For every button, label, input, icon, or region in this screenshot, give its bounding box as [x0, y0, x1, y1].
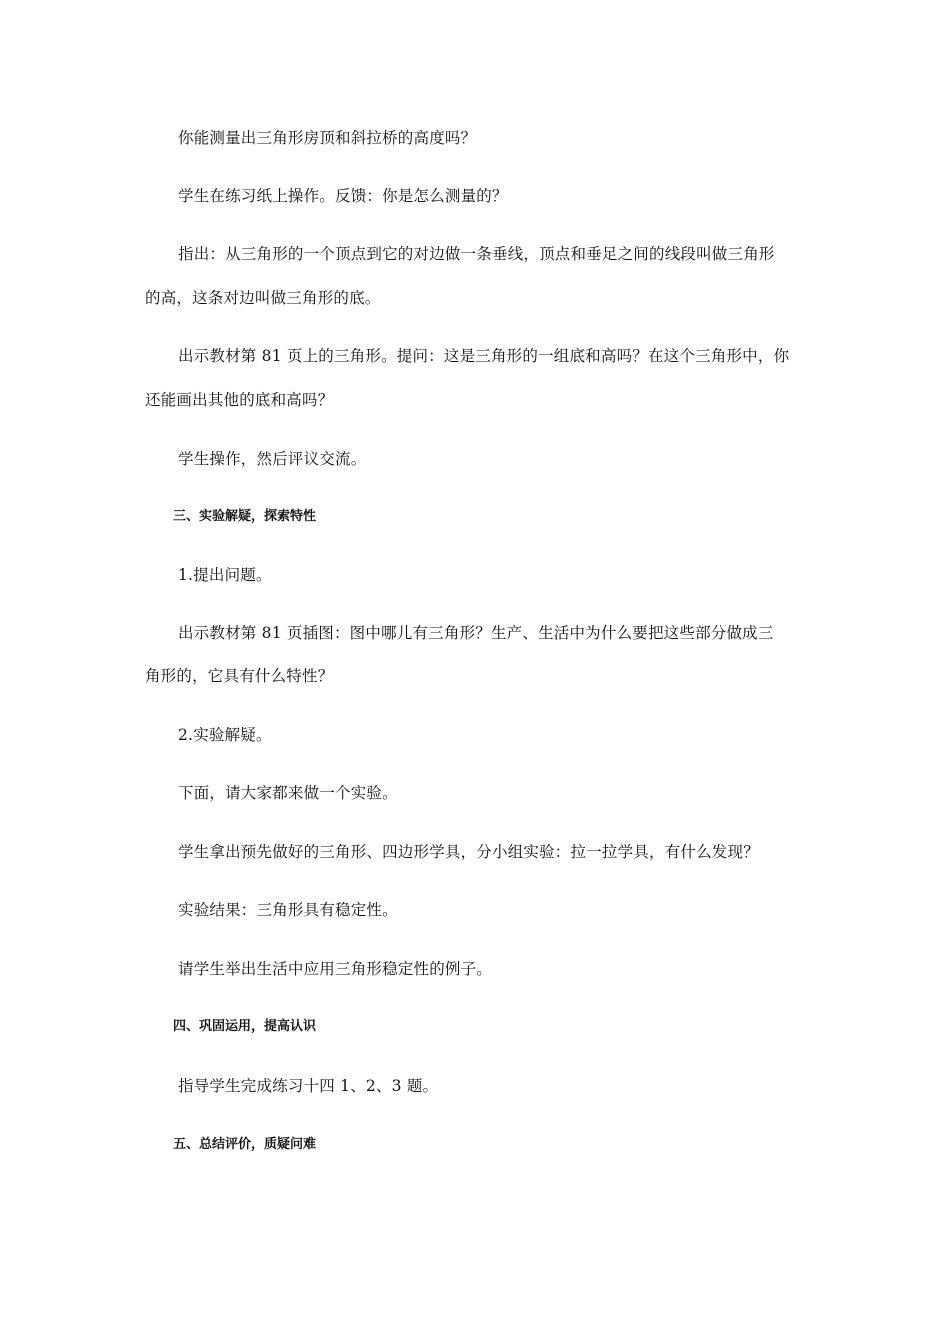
paragraph-textbook-triangle-line2: 还能画出其他的底和高吗？: [145, 391, 334, 409]
section-heading-3: 三、实验解疑，探索特性: [173, 509, 317, 524]
paragraph-measure-height: 你能测量出三角形房顶和斜拉桥的高度吗？: [178, 129, 477, 147]
section-heading-5: 五、总结评价，质疑问难: [173, 1137, 317, 1152]
paragraph-experiment-steps: 学生拿出预先做好的三角形、四边形学具，分小组实验：拉一拉学具，有什么发现？: [178, 843, 759, 861]
paragraph-definition-line1: 指出：从三角形的一个顶点到它的对边做一条垂线，顶点和垂足之间的线段叫做三角形: [178, 245, 775, 263]
paragraph-textbook-triangle-line1: 出示教材第 81 页上的三角形。提问：这是三角形的一组底和高吗？在这个三角形中，你: [178, 347, 790, 365]
paragraph-student-discussion: 学生操作，然后评议交流。: [178, 450, 367, 468]
paragraph-experiment-result: 实验结果：三角形具有稳定性。: [178, 901, 398, 919]
paragraph-illustration-line2: 角形的，它具有什么特性？: [145, 667, 334, 685]
paragraph-exercise: 指导学生完成练习十四 1、2、3 题。: [178, 1077, 439, 1095]
paragraph-life-examples: 请学生举出生活中应用三角形稳定性的例子。: [178, 960, 493, 978]
paragraph-experiment-intro: 下面，请大家都来做一个实验。: [178, 784, 398, 802]
paragraph-definition-line2: 的高，这条对边叫做三角形的底。: [145, 289, 381, 307]
list-item-1: 1.提出问题。: [178, 566, 272, 584]
section-heading-4: 四、巩固运用，提高认识: [173, 1019, 317, 1034]
list-item-2: 2.实验解疑。: [178, 726, 272, 744]
paragraph-student-operation: 学生在练习纸上操作。反馈：你是怎么测量的？: [178, 187, 508, 205]
paragraph-illustration-line1: 出示教材第 81 页插图：图中哪儿有三角形？生产、生活中为什么要把这些部分做成三: [178, 624, 774, 642]
